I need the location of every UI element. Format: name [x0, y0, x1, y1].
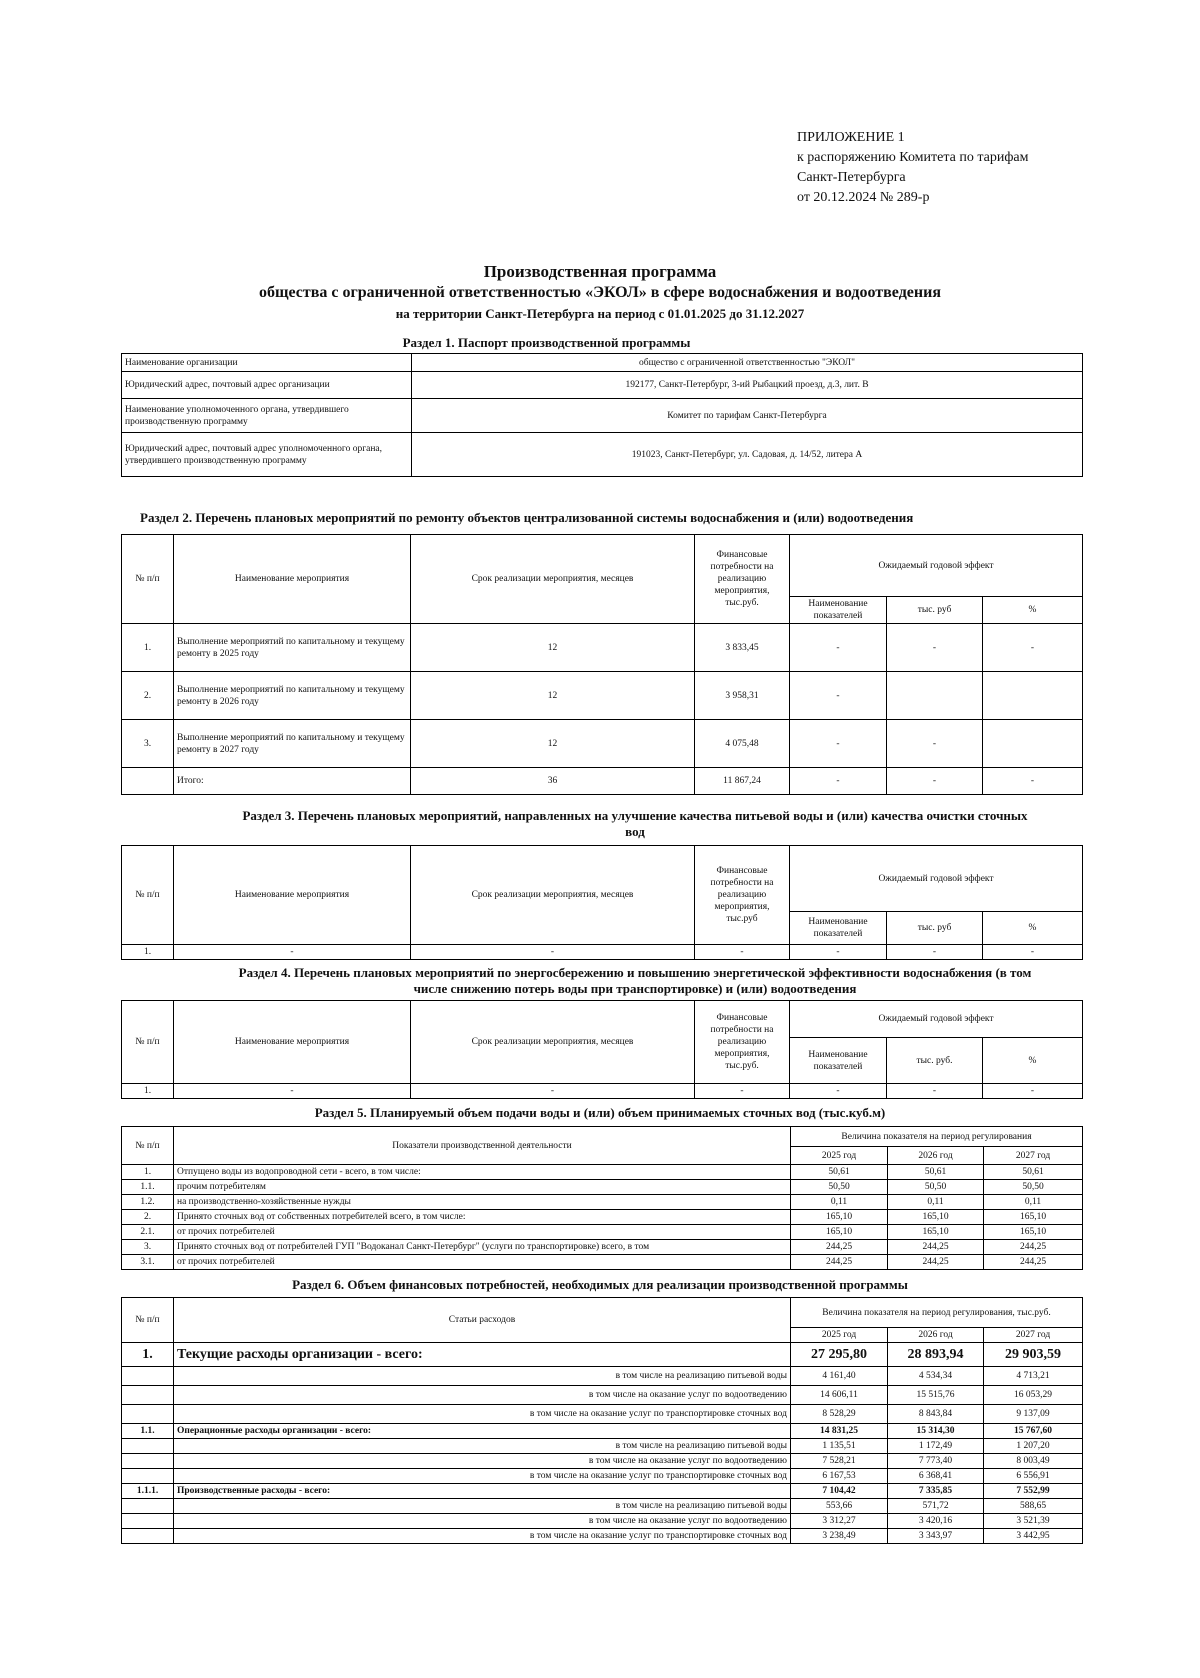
table-cell: 4 075,48	[695, 720, 790, 768]
table-cell: -	[695, 1084, 790, 1099]
table-cell: 8 843,84	[888, 1405, 984, 1424]
table-cell	[122, 1405, 174, 1424]
col-header-num: № п/п	[122, 535, 174, 624]
table-cell: 244,25	[984, 1255, 1083, 1270]
table-cell: Принято сточных вод от потребителей ГУП "Водоканал Санкт-Петербург" (услуги по транспортировке) всего, в том	[174, 1240, 791, 1255]
table-cell: 192177, Санкт-Петербург, 3-ий Рыбацкий проезд, д.3, лит. В	[412, 372, 1083, 399]
table-row	[122, 1499, 1083, 1514]
table-cell: 50,61	[791, 1165, 888, 1180]
col-header-rub: тыс. руб	[887, 597, 983, 624]
table-cell: 165,10	[888, 1210, 984, 1225]
table-cell: -	[790, 945, 887, 960]
section2-title: Раздел 2. Перечень плановых мероприятий по ремонту объектов централизованной системы водоснабжения и (или) водоотведения	[140, 510, 914, 525]
col-header-indicators: Наименование показателей	[790, 912, 887, 945]
table-cell: 1.1.	[122, 1424, 174, 1439]
table-cell: 9 137,09	[984, 1405, 1083, 1424]
page-subtitle: общества с ограниченной ответственностью «ЭКОЛ» в сфере водоснабжения и водоотведения	[259, 284, 941, 301]
appendix-line: ПРИЛОЖЕНИЕ 1	[797, 130, 905, 145]
table-row	[122, 1210, 1083, 1225]
table-row	[122, 1439, 1083, 1454]
table-cell: 15 767,60	[984, 1424, 1083, 1439]
table-cell: Текущие расходы организации - всего:	[174, 1343, 791, 1367]
table-cell: 1.	[122, 1343, 174, 1367]
table-cell: 165,10	[791, 1225, 888, 1240]
table-cell: -	[887, 768, 983, 795]
col-header-indicators: Наименование показателей	[790, 597, 887, 624]
table-cell: общество с ограниченной ответственностью "ЭКОЛ"	[412, 354, 1083, 372]
table-row	[122, 672, 1083, 720]
section1-title: Раздел 1. Паспорт производственной программы	[402, 335, 691, 350]
table-cell: -	[790, 720, 887, 768]
section2-table	[121, 534, 1083, 795]
table-cell: 1.1.1.	[122, 1484, 174, 1499]
table-row	[122, 1484, 1083, 1499]
table-cell: на производственно-хозяйственные нужды	[174, 1195, 791, 1210]
table-cell: 244,25	[791, 1240, 888, 1255]
table-cell: 1.	[122, 624, 174, 672]
table-cell: Отпущено воды из водопроводной сети - всего, в том числе:	[174, 1165, 791, 1180]
table-cell: Комитет по тарифам Санкт-Петербурга	[412, 399, 1083, 433]
table-cell: 165,10	[888, 1225, 984, 1240]
table-cell: Выполнение мероприятий по капитальному и текущему ремонту в 2027 году	[174, 720, 411, 768]
table-row	[122, 1084, 1083, 1099]
table-cell: 1.	[122, 1084, 174, 1099]
table-cell: 7 773,40	[888, 1454, 984, 1469]
table-cell: 6 167,53	[791, 1469, 888, 1484]
table-row	[122, 1225, 1083, 1240]
col-header-term: Срок реализации мероприятия, месяцев	[411, 1001, 695, 1084]
col-header-year: 2027 год	[984, 1328, 1083, 1343]
table-cell: 4 534,34	[888, 1367, 984, 1386]
section6-title: Раздел 6. Объем финансовых потребностей, необходимых для реализации производственной программы	[292, 1277, 908, 1292]
table-cell: 7 552,99	[984, 1484, 1083, 1499]
table-cell: в том числе на оказание услуг по водоотведению	[174, 1386, 791, 1405]
section4-title-line: числе снижению потерь воды при транспортировке) и (или) водоотведения	[413, 981, 857, 996]
table-cell: 4 161,40	[791, 1367, 888, 1386]
col-header-effect: Ожидаемый годовой эффект	[790, 535, 1083, 597]
col-header-percent: %	[983, 912, 1083, 945]
table-cell: Выполнение мероприятий по капитальному и текущему ремонту в 2025 году	[174, 624, 411, 672]
table-cell: 8 003,49	[984, 1454, 1083, 1469]
table-cell: -	[887, 945, 983, 960]
table-cell: 50,50	[791, 1180, 888, 1195]
table-cell: 36	[411, 768, 695, 795]
section3-title	[135, 808, 1135, 840]
col-header-items: Статьи расходов	[174, 1298, 791, 1343]
table-cell: 3.1.	[122, 1255, 174, 1270]
table-cell: Наименование организации	[122, 354, 412, 372]
col-header-rub: тыс. руб.	[887, 1038, 983, 1084]
table-cell: 50,50	[984, 1180, 1083, 1195]
table-cell: в том числе на реализацию питьевой воды	[174, 1439, 791, 1454]
table-cell: -	[790, 672, 887, 720]
table-cell: Юридический адрес, почтовый адрес организации	[122, 372, 412, 399]
table-cell: в том числе на оказание услуг по транспортировке сточных вод	[174, 1469, 791, 1484]
col-header-indicators: Наименование показателей	[790, 1038, 887, 1084]
table-cell: -	[983, 945, 1083, 960]
table-header-row	[122, 1298, 1083, 1328]
table-cell: 3.	[122, 720, 174, 768]
table-cell: Операционные расходы организации - всего:	[174, 1424, 791, 1439]
table-cell: -	[411, 945, 695, 960]
table-cell: -	[983, 768, 1083, 795]
table-cell: 1 172,49	[888, 1439, 984, 1454]
table-cell: Юридический адрес, почтовый адрес уполномоченного органа, утвердившего производственную программу	[122, 433, 412, 477]
col-header-num: № п/п	[122, 846, 174, 945]
table-cell: 1 135,51	[791, 1439, 888, 1454]
col-header-effect: Ожидаемый годовой эффект	[790, 1001, 1083, 1038]
table-cell: 3 442,95	[984, 1529, 1083, 1544]
table-cell: от прочих потребителей	[174, 1225, 791, 1240]
col-header-num: № п/п	[122, 1001, 174, 1084]
appendix-block	[797, 128, 1029, 208]
table-row	[122, 624, 1083, 672]
table-cell: в том числе на оказание услуг по транспортировке сточных вод	[174, 1529, 791, 1544]
table-cell: в том числе на реализацию питьевой воды	[174, 1499, 791, 1514]
appendix-line: от 20.12.2024 № 289-р	[797, 190, 930, 205]
table-cell: 2.1.	[122, 1225, 174, 1240]
appendix-line: к распоряжению Комитета по тарифам	[797, 150, 1029, 165]
col-header-name: Наименование мероприятия	[174, 535, 411, 624]
table-row	[122, 1180, 1083, 1195]
table-cell: 7 528,21	[791, 1454, 888, 1469]
table-row	[122, 1367, 1083, 1386]
table-cell: 165,10	[984, 1210, 1083, 1225]
table-cell: 1 207,20	[984, 1439, 1083, 1454]
col-header-percent: %	[983, 1038, 1083, 1084]
col-header-finance: Финансовые потребности на реализацию мероприятия, тыс.руб.	[695, 535, 790, 624]
table-row	[122, 354, 1083, 372]
table-row	[122, 1343, 1083, 1367]
section5-title: Раздел 5. Планируемый объем подачи воды и (или) объем принимаемых сточных вод (тыс.куб.м)	[314, 1105, 886, 1120]
table-row	[122, 433, 1083, 477]
table-cell: 15 515,76	[888, 1386, 984, 1405]
table-row	[122, 945, 1083, 960]
table-cell: 1.	[122, 945, 174, 960]
table-cell: 3 312,27	[791, 1514, 888, 1529]
table-cell: 16 053,29	[984, 1386, 1083, 1405]
table-cell: -	[790, 768, 887, 795]
table-header-row	[122, 1001, 1083, 1038]
table-row	[122, 1165, 1083, 1180]
section4-title	[130, 965, 1140, 997]
table-row	[122, 399, 1083, 433]
col-header-year: 2026 год	[888, 1328, 984, 1343]
table-cell	[122, 1439, 174, 1454]
table-cell: 29 903,59	[984, 1343, 1083, 1367]
table-cell: 50,61	[984, 1165, 1083, 1180]
table-cell: -	[887, 624, 983, 672]
col-header-effect: Ожидаемый годовой эффект	[790, 846, 1083, 912]
col-header-period: Величина показателя на период регулирования	[791, 1127, 1083, 1147]
table-cell: 165,10	[984, 1225, 1083, 1240]
page-period: на территории Санкт-Петербурга на период с 01.01.2025 до 31.12.2027	[395, 306, 805, 321]
table-cell	[122, 1469, 174, 1484]
table-cell	[887, 672, 983, 720]
col-header-year: 2025 год	[791, 1147, 888, 1165]
table-cell: 14 606,11	[791, 1386, 888, 1405]
table-row	[122, 1529, 1083, 1544]
table-cell	[122, 1514, 174, 1529]
col-header-term: Срок реализации мероприятия, месяцев	[411, 846, 695, 945]
col-header-year: 2027 год	[984, 1147, 1083, 1165]
table-cell: 3.	[122, 1240, 174, 1255]
table-cell: -	[790, 1084, 887, 1099]
col-header-num: № п/п	[122, 1127, 174, 1165]
table-header-row	[122, 846, 1083, 912]
table-cell: 244,25	[791, 1255, 888, 1270]
table-cell: в том числе на реализацию питьевой воды	[174, 1367, 791, 1386]
table-cell: -	[983, 624, 1083, 672]
table-cell: 12	[411, 720, 695, 768]
table-cell: 7 335,85	[888, 1484, 984, 1499]
table-cell: 3 238,49	[791, 1529, 888, 1544]
section5-table	[121, 1126, 1083, 1270]
table-cell: прочим потребителям	[174, 1180, 791, 1195]
table-cell: 1.1.	[122, 1180, 174, 1195]
table-header-row	[122, 1127, 1083, 1147]
table-cell: 0,11	[984, 1195, 1083, 1210]
table-cell: 3 521,39	[984, 1514, 1083, 1529]
col-header-rub: тыс. руб	[887, 912, 983, 945]
table-cell: 11 867,24	[695, 768, 790, 795]
table-row	[122, 720, 1083, 768]
table-cell: -	[790, 624, 887, 672]
col-header-finance: Финансовые потребности на реализацию мероприятия, тыс.руб	[695, 846, 790, 945]
table-cell: Производственные расходы - всего:	[174, 1484, 791, 1499]
table-cell	[983, 672, 1083, 720]
table-cell: 15 314,30	[888, 1424, 984, 1439]
table-cell: -	[174, 1084, 411, 1099]
table-row	[122, 1514, 1083, 1529]
table-cell: -	[411, 1084, 695, 1099]
table-cell	[122, 768, 174, 795]
table-cell: 2.	[122, 1210, 174, 1225]
section3-table	[121, 845, 1083, 960]
table-cell: Принято сточных вод от собственных потребителей всего, в том числе:	[174, 1210, 791, 1225]
col-header-name: Наименование мероприятия	[174, 1001, 411, 1084]
table-cell: в том числе на оказание услуг по водоотведению	[174, 1454, 791, 1469]
table-cell: 1.2.	[122, 1195, 174, 1210]
table-cell: 6 556,91	[984, 1469, 1083, 1484]
col-header-name: Наименование мероприятия	[174, 846, 411, 945]
table-header-row	[122, 535, 1083, 597]
table-cell: 3 833,45	[695, 624, 790, 672]
col-header-indicators: Показатели производственной деятельности	[174, 1127, 791, 1165]
col-header-period: Величина показателя на период регулирования, тыс.руб.	[791, 1298, 1083, 1328]
table-row	[122, 1454, 1083, 1469]
table-row	[122, 1469, 1083, 1484]
table-cell: -	[695, 945, 790, 960]
table-cell: 3 343,97	[888, 1529, 984, 1544]
table-cell: -	[887, 1084, 983, 1099]
section4-table	[121, 1000, 1083, 1099]
appendix-line: Санкт-Петербурга	[797, 170, 906, 185]
table-row	[122, 372, 1083, 399]
table-row	[122, 1195, 1083, 1210]
section3-title-line: вод	[625, 824, 645, 839]
table-cell: 0,11	[791, 1195, 888, 1210]
table-row	[122, 1255, 1083, 1270]
table-cell: 3 420,16	[888, 1514, 984, 1529]
table-cell: 2.	[122, 672, 174, 720]
table-cell: 1.	[122, 1165, 174, 1180]
table-cell: Итого:	[174, 768, 411, 795]
section6-table	[121, 1297, 1083, 1544]
table-cell: в том числе на оказание услуг по водоотведению	[174, 1514, 791, 1529]
table-cell: 571,72	[888, 1499, 984, 1514]
table-cell: 14 831,25	[791, 1424, 888, 1439]
table-cell: 553,66	[791, 1499, 888, 1514]
col-header-year: 2025 год	[791, 1328, 888, 1343]
table-cell: 27 295,80	[791, 1343, 888, 1367]
table-cell: 7 104,42	[791, 1484, 888, 1499]
table-cell	[122, 1386, 174, 1405]
table-cell: 244,25	[888, 1255, 984, 1270]
section3-title-line: Раздел 3. Перечень плановых мероприятий, направленных на улучшение качества питьевой воды и (или) качества очистки сточных	[242, 808, 1028, 823]
table-cell: Наименование уполномоченного органа, утвердившего производственную программу	[122, 399, 412, 433]
table-row	[122, 1386, 1083, 1405]
table-cell: 4 713,21	[984, 1367, 1083, 1386]
table-cell: 3 958,31	[695, 672, 790, 720]
table-row	[122, 1405, 1083, 1424]
table-cell	[122, 1367, 174, 1386]
table-cell: 0,11	[888, 1195, 984, 1210]
table-cell: 165,10	[791, 1210, 888, 1225]
table-cell: 28 893,94	[888, 1343, 984, 1367]
table-total-row	[122, 768, 1083, 795]
table-cell: в том числе на оказание услуг по транспортировке сточных вод	[174, 1405, 791, 1424]
col-header-finance: Финансовые потребности на реализацию мероприятия, тыс.руб.	[695, 1001, 790, 1084]
table-cell: -	[983, 1084, 1083, 1099]
table-cell: 8 528,29	[791, 1405, 888, 1424]
col-header-num: № п/п	[122, 1298, 174, 1343]
table-cell	[122, 1499, 174, 1514]
table-cell	[983, 720, 1083, 768]
table-cell: 12	[411, 672, 695, 720]
table-row	[122, 1424, 1083, 1439]
table-cell: 12	[411, 624, 695, 672]
table-cell: 6 368,41	[888, 1469, 984, 1484]
table-cell: 191023, Санкт-Петербург, ул. Садовая, д. 14/52, литера А	[412, 433, 1083, 477]
col-header-year: 2026 год	[888, 1147, 984, 1165]
col-header-term: Срок реализации мероприятия, месяцев	[411, 535, 695, 624]
table-cell: 50,61	[888, 1165, 984, 1180]
table-cell: от прочих потребителей	[174, 1255, 791, 1270]
col-header-percent: %	[983, 597, 1083, 624]
table-row	[122, 1240, 1083, 1255]
table-cell: 244,25	[984, 1240, 1083, 1255]
table-cell	[122, 1529, 174, 1544]
table-cell: Выполнение мероприятий по капитальному и текущему ремонту в 2026 году	[174, 672, 411, 720]
page-title: Производственная программа	[483, 262, 717, 281]
section1-table	[121, 353, 1083, 477]
table-cell	[122, 1454, 174, 1469]
table-cell: 244,25	[888, 1240, 984, 1255]
table-cell: 588,65	[984, 1499, 1083, 1514]
table-cell: -	[174, 945, 411, 960]
table-cell: -	[887, 720, 983, 768]
section4-title-line: Раздел 4. Перечень плановых мероприятий по энергосбережению и повышению энергетической эффективности водоснабжения (в том	[238, 965, 1032, 980]
table-cell: 50,50	[888, 1180, 984, 1195]
